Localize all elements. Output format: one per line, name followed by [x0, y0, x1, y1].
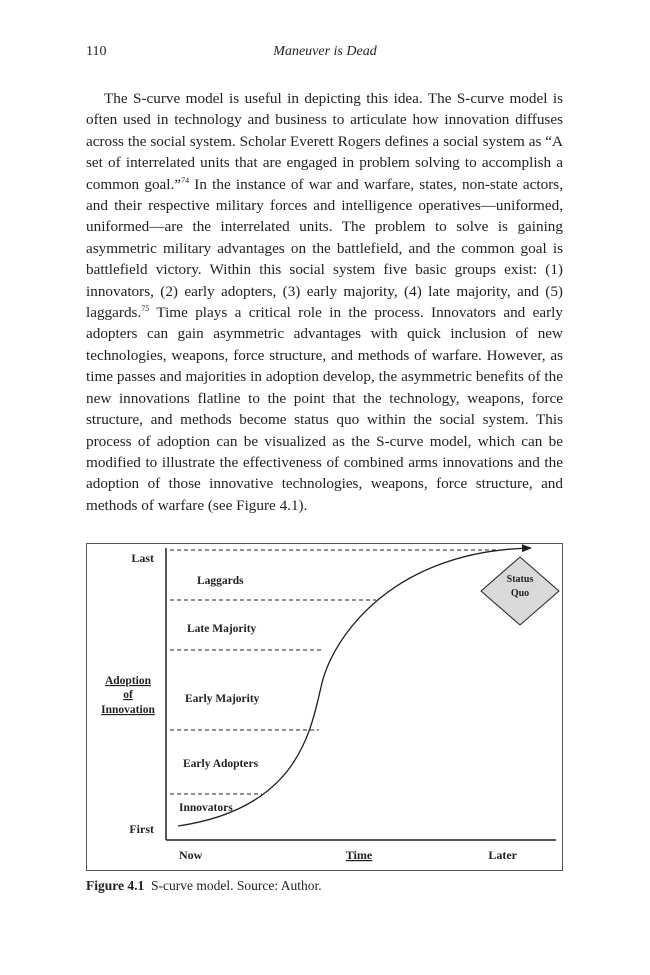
x-axis-left-label: Now [179, 848, 203, 862]
footnote-ref-75[interactable]: 75 [141, 304, 150, 314]
y-axis-bottom-label: First [129, 822, 154, 836]
running-title: Maneuver is Dead [273, 44, 377, 59]
y-axis-title-line-1: Adoption [104, 675, 152, 687]
caption-text: S-curve model. Source: Author. [144, 878, 322, 893]
group-label-early-adopters: Early Adopters [183, 758, 259, 770]
paragraph-text-1: The S-curve model is useful in depicting this idea. The S-curve model is often used in technology and business to articulate how innovation diffuses across the social system. Scholar Everett Rogers defines a social system as “A set of interrelated units that are engaged in problem solving to accomplish a common goal.” [86, 90, 563, 193]
x-axis-title: Time [345, 848, 373, 862]
y-axis-title [101, 675, 155, 716]
group-label-innovators: Innovators [179, 802, 233, 814]
group-label-early-majority: Early Majority [185, 693, 260, 705]
x-axis-right-label: Later [488, 848, 517, 862]
footnote-ref-74[interactable]: 74 [181, 175, 190, 185]
s-curve-line [178, 548, 531, 826]
s-curve-figure [86, 543, 563, 871]
y-axis-title-line-3: Innovation [101, 704, 155, 716]
y-axis-top-label: Last [131, 551, 154, 565]
group-label-laggards: Laggards [197, 575, 244, 587]
group-label-late-majority: Late Majority [187, 623, 257, 635]
status-quo-line-1: Status [506, 574, 534, 585]
figure-caption [86, 878, 322, 894]
paragraph-text-3: Time plays a critical role in the process. Innovators and early adopters can gain asymmetric advantages with quick inclusion of new technologies, weapons, force structure, and methods of warfare. However, as time passes and majorities in adoption develop, the asymmetric benefits of the new innovations flatline to the point that the technology, weapons, force structure, and methods become status quo within the social system. This process of adoption can be visualized as the S-curve model, which can be modified to illustrate the effectiveness of combined arms innovations and the adoption of those innovative technologies, weapons, force structure, and methods of warfare (see Figure 4.1). [86, 304, 563, 514]
body-paragraph [86, 88, 563, 516]
running-head [86, 44, 564, 64]
group-labels [179, 575, 260, 814]
y-axis-title-line-2: of [123, 689, 133, 701]
s-curve-diagram [86, 543, 563, 871]
page-number: 110 [86, 44, 107, 59]
paragraph-text-2: In the instance of war and warfare, states, non-state actors, and their respective military forces and intelligence operatives—uniformed, uniformed—are the interrelated units. The problem to solve is gaining asymmetric military advantages on the battlefield, and the common goal is battlefield victory. Within this social system five basic groups exist: (1) innovators, (2) early adopters, (3) early majority, (4) late majority, and (5) laggards. [86, 175, 563, 322]
caption-label: Figure 4.1 [86, 878, 145, 893]
status-quo-line-2: Quo [510, 588, 530, 599]
